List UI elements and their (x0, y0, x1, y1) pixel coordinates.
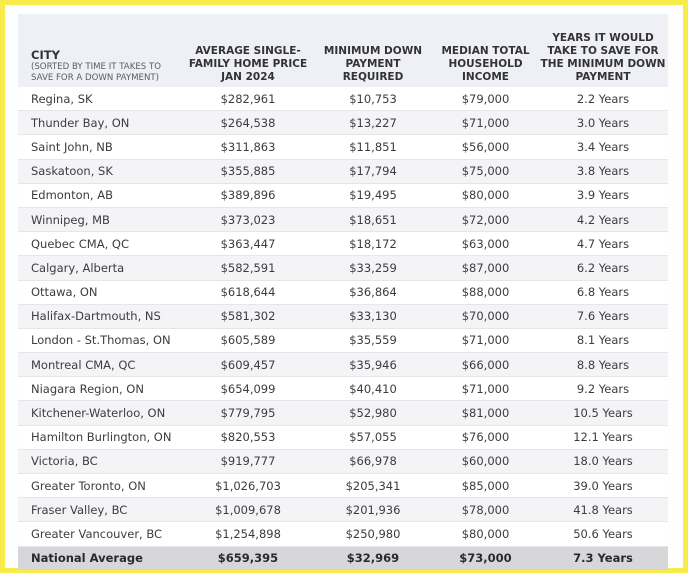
national-average-row (18, 546, 668, 570)
table-row (18, 232, 668, 256)
cell-years: 18.0 Years (538, 449, 668, 473)
cell-price: $363,447 (183, 232, 313, 256)
total-cell-years: 7.3 Years (538, 546, 668, 570)
cell-city: Ottawa, ON (18, 280, 183, 304)
cell-price: $820,553 (183, 425, 313, 449)
cell-down-payment: $19,495 (313, 183, 433, 207)
cell-income: $63,000 (433, 232, 538, 256)
cell-income: $79,000 (433, 87, 538, 111)
cell-down-payment: $18,651 (313, 207, 433, 231)
cell-price: $311,863 (183, 135, 313, 159)
cell-city: Calgary, Alberta (18, 256, 183, 280)
cell-down-payment: $18,172 (313, 232, 433, 256)
cell-income: $70,000 (433, 304, 538, 328)
header-city-label: CITY (31, 48, 60, 62)
table-row (18, 401, 668, 425)
cell-down-payment: $66,978 (313, 449, 433, 473)
header-city (18, 14, 183, 87)
cell-years: 50.6 Years (538, 522, 668, 546)
cell-income: $80,000 (433, 522, 538, 546)
cell-income: $85,000 (433, 474, 538, 498)
cell-city: Hamilton Burlington, ON (18, 425, 183, 449)
cell-city: Winnipeg, MB (18, 207, 183, 231)
cell-years: 8.1 Years (538, 328, 668, 352)
cell-income: $56,000 (433, 135, 538, 159)
cell-years: 2.2 Years (538, 87, 668, 111)
table-row (18, 256, 668, 280)
cell-price: $264,538 (183, 111, 313, 135)
cell-price: $389,896 (183, 183, 313, 207)
table-row (18, 474, 668, 498)
cell-years: 3.8 Years (538, 159, 668, 183)
cell-city: Montreal CMA, QC (18, 353, 183, 377)
cell-price: $1,026,703 (183, 474, 313, 498)
cell-city: Saskatoon, SK (18, 159, 183, 183)
cell-price: $618,644 (183, 280, 313, 304)
cell-years: 10.5 Years (538, 401, 668, 425)
total-cell-income: $73,000 (433, 546, 538, 570)
cell-down-payment: $40,410 (313, 377, 433, 401)
total-cell-city: National Average (18, 546, 183, 570)
cell-years: 3.9 Years (538, 183, 668, 207)
cell-price: $1,009,678 (183, 498, 313, 522)
cell-city: Kitchener-Waterloo, ON (18, 401, 183, 425)
cell-years: 4.7 Years (538, 232, 668, 256)
table-row (18, 280, 668, 304)
cell-years: 3.0 Years (538, 111, 668, 135)
table-row (18, 207, 668, 231)
cell-income: $87,000 (433, 256, 538, 280)
cell-down-payment: $35,946 (313, 353, 433, 377)
table-row (18, 449, 668, 473)
header-years: YEARS IT WOULD TAKE TO SAVE FOR THE MINIMUM DOWN PAYMENT (538, 14, 668, 87)
cell-city: Greater Vancouver, BC (18, 522, 183, 546)
cell-income: $78,000 (433, 498, 538, 522)
cell-price: $779,795 (183, 401, 313, 425)
cell-price: $654,099 (183, 377, 313, 401)
cell-years: 4.2 Years (538, 207, 668, 231)
table-row (18, 425, 668, 449)
cell-city: Saint John, NB (18, 135, 183, 159)
cell-city: Greater Toronto, ON (18, 474, 183, 498)
cell-years: 6.8 Years (538, 280, 668, 304)
cell-years: 6.2 Years (538, 256, 668, 280)
cell-price: $282,961 (183, 87, 313, 111)
table-row (18, 328, 668, 352)
cell-years: 8.8 Years (538, 353, 668, 377)
table-row (18, 377, 668, 401)
cell-down-payment: $33,259 (313, 256, 433, 280)
cell-city: Victoria, BC (18, 449, 183, 473)
table-body (18, 87, 668, 570)
total-cell-price: $659,395 (183, 546, 313, 570)
cell-city: Edmonton, AB (18, 183, 183, 207)
cell-income: $60,000 (433, 449, 538, 473)
cell-down-payment: $250,980 (313, 522, 433, 546)
header-down-payment: MINIMUM DOWN PAYMENT REQUIRED (313, 14, 433, 87)
cell-income: $75,000 (433, 159, 538, 183)
cell-down-payment: $17,794 (313, 159, 433, 183)
cell-city: Quebec CMA, QC (18, 232, 183, 256)
header-income: MEDIAN TOTAL HOUSEHOLD INCOME (433, 14, 538, 87)
table-row (18, 111, 668, 135)
cell-years: 7.6 Years (538, 304, 668, 328)
cell-down-payment: $201,936 (313, 498, 433, 522)
down-payment-table (18, 14, 668, 570)
table-row (18, 522, 668, 546)
cell-price: $919,777 (183, 449, 313, 473)
total-cell-down-payment: $32,969 (313, 546, 433, 570)
cell-city: Halifax-Dartmouth, NS (18, 304, 183, 328)
cell-down-payment: $13,227 (313, 111, 433, 135)
cell-city: Fraser Valley, BC (18, 498, 183, 522)
table-row (18, 498, 668, 522)
cell-income: $76,000 (433, 425, 538, 449)
cell-down-payment: $33,130 (313, 304, 433, 328)
cell-price: $605,589 (183, 328, 313, 352)
cell-price: $582,591 (183, 256, 313, 280)
cell-price: $373,023 (183, 207, 313, 231)
cell-income: $71,000 (433, 377, 538, 401)
cell-income: $81,000 (433, 401, 538, 425)
cell-city: Regina, SK (18, 87, 183, 111)
cell-city: Niagara Region, ON (18, 377, 183, 401)
cell-down-payment: $36,864 (313, 280, 433, 304)
table-row (18, 183, 668, 207)
table-row (18, 135, 668, 159)
header-city-sort-note: (SORTED BY TIME IT TAKES TO SAVE FOR A DOWN PAYMENT) (31, 62, 161, 83)
table-header-row (18, 14, 668, 87)
table-row (18, 353, 668, 377)
cell-price: $609,457 (183, 353, 313, 377)
cell-city: Thunder Bay, ON (18, 111, 183, 135)
cell-down-payment: $11,851 (313, 135, 433, 159)
cell-down-payment: $57,055 (313, 425, 433, 449)
cell-down-payment: $205,341 (313, 474, 433, 498)
table-row (18, 159, 668, 183)
cell-income: $66,000 (433, 353, 538, 377)
cell-years: 9.2 Years (538, 377, 668, 401)
cell-years: 3.4 Years (538, 135, 668, 159)
cell-price: $355,885 (183, 159, 313, 183)
cell-income: $71,000 (433, 328, 538, 352)
cell-price: $1,254,898 (183, 522, 313, 546)
cell-years: 41.8 Years (538, 498, 668, 522)
cell-down-payment: $52,980 (313, 401, 433, 425)
cell-income: $72,000 (433, 207, 538, 231)
cell-down-payment: $35,559 (313, 328, 433, 352)
header-price: AVERAGE SINGLE-FAMILY HOME PRICE JAN 2024 (183, 14, 313, 87)
cell-income: $71,000 (433, 111, 538, 135)
table-row (18, 87, 668, 111)
cell-years: 39.0 Years (538, 474, 668, 498)
cell-down-payment: $10,753 (313, 87, 433, 111)
cell-years: 12.1 Years (538, 425, 668, 449)
cell-price: $581,302 (183, 304, 313, 328)
cell-city: London - St.Thomas, ON (18, 328, 183, 352)
cell-income: $80,000 (433, 183, 538, 207)
table-row (18, 304, 668, 328)
cell-income: $88,000 (433, 280, 538, 304)
